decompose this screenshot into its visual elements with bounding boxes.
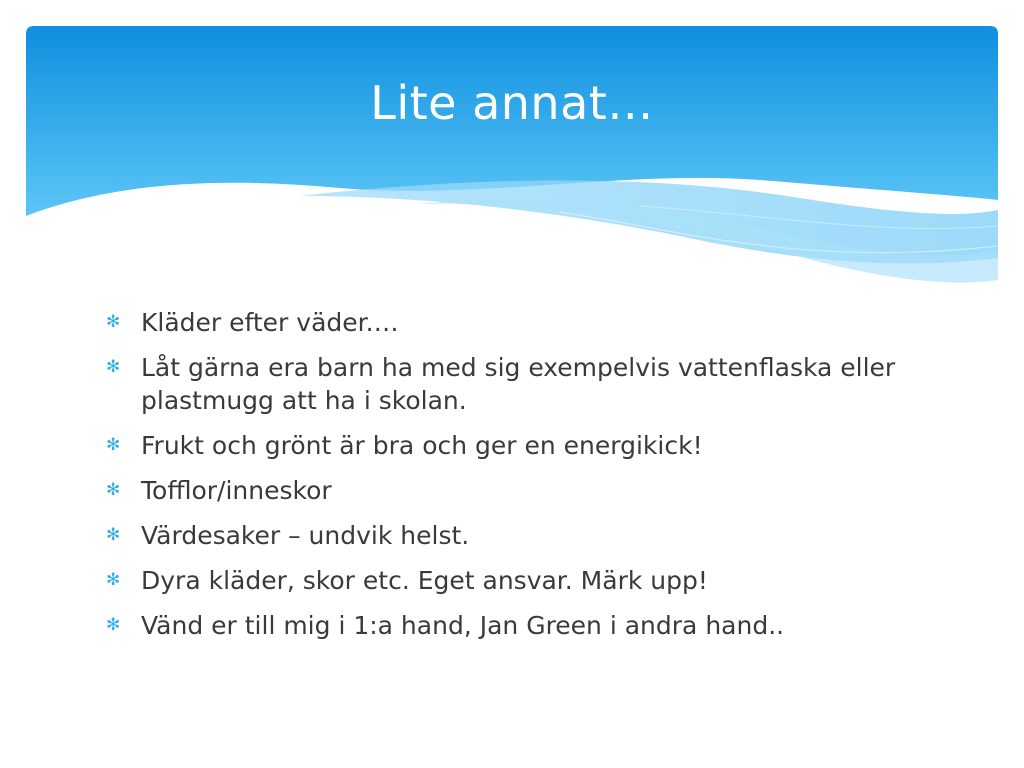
header-banner xyxy=(0,0,1024,300)
bullet-text: Frukt och grönt är bra och ger en energikick! xyxy=(141,431,703,460)
bullet-text: Värdesaker – undvik helst. xyxy=(141,521,470,550)
asterisk-icon: ✻ xyxy=(106,525,121,545)
list-item xyxy=(104,351,904,417)
bullet-text: Vänd er till mig i 1:a hand, Jan Green i andra hand.. xyxy=(141,611,785,640)
asterisk-icon: ✻ xyxy=(106,615,121,635)
list-item xyxy=(104,609,904,642)
slide-title: Lite annat… xyxy=(370,76,654,130)
asterisk-icon: ✻ xyxy=(106,480,121,500)
bullet-text: Kläder efter väder.… xyxy=(141,308,399,337)
asterisk-icon: ✻ xyxy=(106,312,121,332)
list-item xyxy=(104,306,904,339)
list-item xyxy=(104,429,904,462)
list-item xyxy=(104,564,904,597)
list-item xyxy=(104,519,904,552)
asterisk-icon: ✻ xyxy=(106,570,121,590)
bullet-text: Dyra kläder, skor etc. Eget ansvar. Märk upp! xyxy=(141,566,708,595)
list-item xyxy=(104,474,904,507)
asterisk-icon: ✻ xyxy=(106,357,121,377)
asterisk-icon: ✻ xyxy=(106,435,121,455)
bullet-list xyxy=(104,306,904,654)
wave-background xyxy=(0,0,1024,300)
bullet-text: Låt gärna era barn ha med sig exempelvis vattenflaska eller plastmugg att ha i skolan. xyxy=(141,353,896,415)
bullet-text: Tofflor/inneskor xyxy=(141,476,332,505)
